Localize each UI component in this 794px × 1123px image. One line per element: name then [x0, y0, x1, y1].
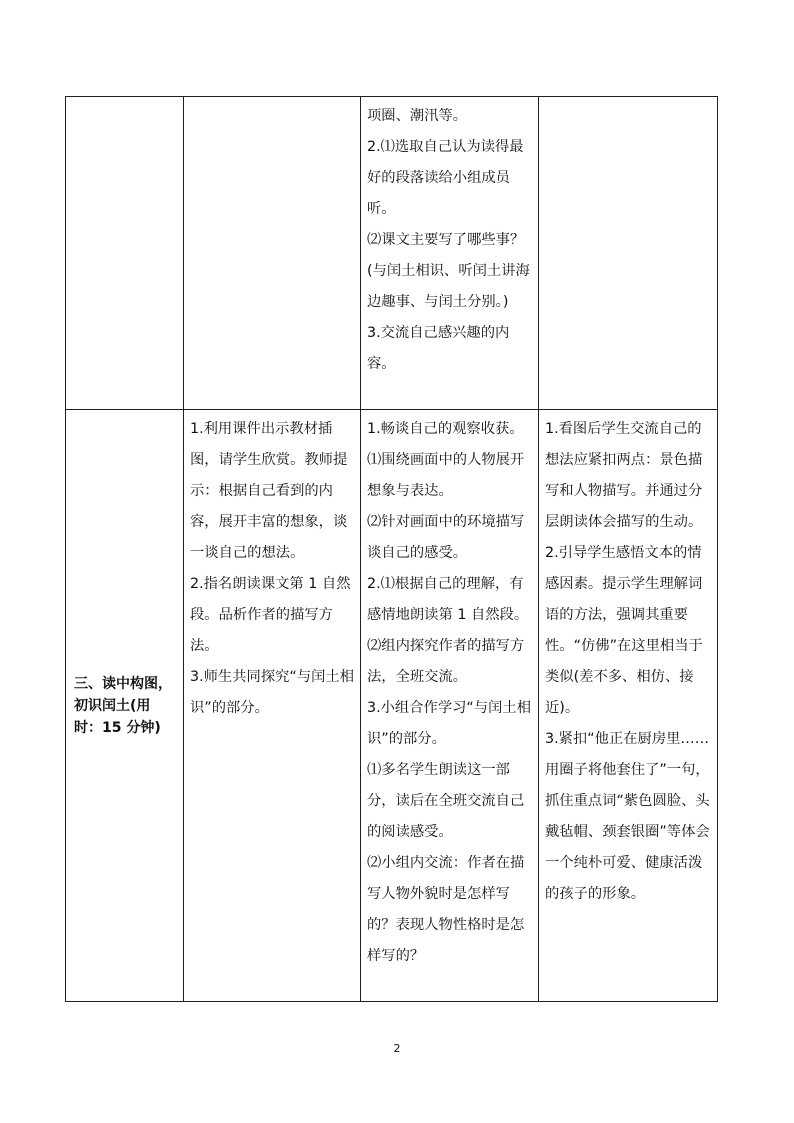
teacher-item: 2.指名朗读课文第 1 自然段。品析作者的描写方法。 — [190, 576, 351, 654]
student-activity-cell — [361, 410, 539, 1002]
student-activity-cell — [361, 97, 539, 410]
stage-cell: 三、读中构图，初识闰土(用时：15 分钟) — [66, 410, 184, 1002]
table-row — [66, 97, 718, 410]
student-item: 2.⑴选取自己认为读得最好的段落读给小组成员听。 — [367, 139, 524, 217]
student-item: ⑵小组内交流：作者在描写人物外貌时是怎样写的？表现人物性格时是怎样写的？ — [367, 855, 525, 964]
lesson-plan-table — [65, 96, 718, 1002]
student-item: 2.⑴根据自己的理解，有感情地朗读第 1 自然段。 — [367, 576, 529, 623]
student-item: ⑴多名学生朗读这一部分，读后在全班交流自己的阅读感受。 — [367, 762, 525, 840]
table-row — [66, 410, 718, 1002]
student-item: ⑵课文主要写了哪些事？(与闰土相识、听闰土讲海边趣事、与闰土分别。) — [367, 232, 530, 310]
teacher-activity-cell — [184, 97, 361, 410]
design-intent-cell — [539, 410, 718, 1002]
student-item: 1.畅谈自己的观察收获。 — [367, 421, 524, 437]
stage-cell — [66, 97, 184, 410]
teacher-activity-cell — [184, 410, 361, 1002]
student-item: 项圈、潮汛等。 — [367, 108, 468, 124]
student-item: 3.小组合作学习“与闰土相识”的部分。 — [367, 700, 532, 747]
design-item: 3.紧扣“他正在厨房里……用圈子将他套住了”一句，抓住重点词“紫色圆脸、头戴毡帽、颈套银圈”等体会一个纯朴可爱、健康活泼的孩子的形象。 — [545, 731, 710, 902]
design-item: 2.引导学生感悟文本的情感因素。提示学生理解词语的方法，强调其重要性。“仿佛”在这里相当于类似(差不多、相仿、接近)。 — [545, 545, 703, 716]
page-number: 2 — [393, 1042, 401, 1055]
teacher-item: 3.师生共同探究“与闰土相识”的部分。 — [190, 669, 355, 716]
design-item: 1.看图后学生交流自己的想法应紧扣两点：景色描写和人物描写。并通过分层朗读体会描写的生动。 — [545, 421, 703, 530]
student-item: ⑵针对画面中的环境描写谈自己的感受。 — [367, 514, 525, 561]
student-item: 3.交流自己感兴趣的内容。 — [367, 325, 510, 372]
student-item: ⑵组内探究作者的描写方法，全班交流。 — [367, 638, 525, 685]
student-item: ⑴围绕画面中的人物展开想象与表达。 — [367, 452, 525, 499]
design-intent-cell — [539, 97, 718, 410]
teacher-item: 1.利用课件出示教材插图，请学生欣赏。教师提示：根据自己看到的内容，展开丰富的想象，谈一谈自己的想法。 — [190, 421, 348, 561]
